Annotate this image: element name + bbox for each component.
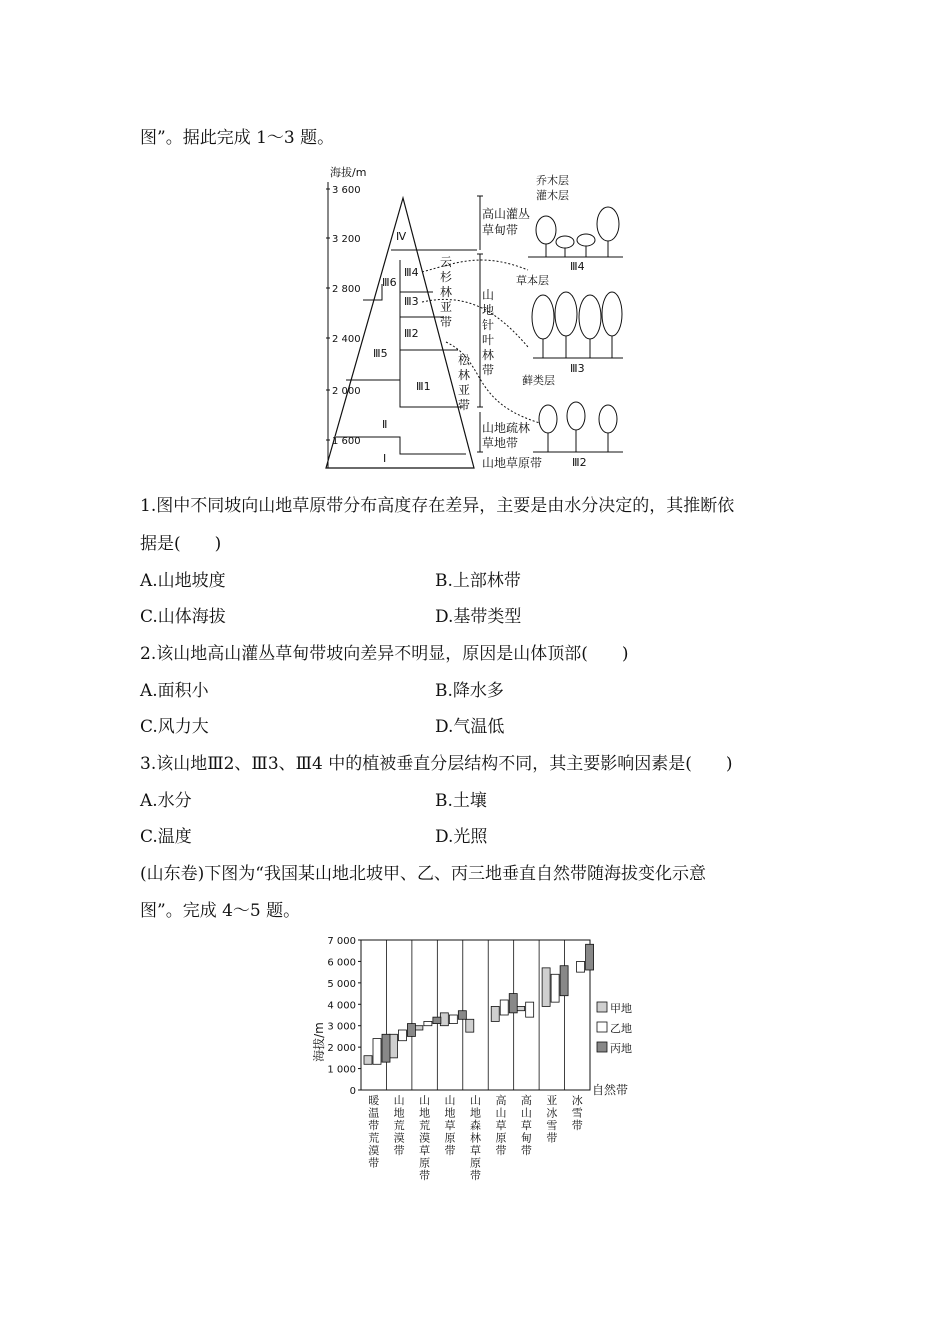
legend-swatch bbox=[597, 1022, 607, 1032]
q2-option-c: C.风力大 bbox=[140, 717, 209, 737]
q2-option-a: A.面积小 bbox=[140, 681, 209, 701]
zone-iii6: Ⅲ6 bbox=[382, 276, 397, 289]
bar-丙地-8 bbox=[586, 944, 594, 970]
category-label: 山地荒漠草原带 bbox=[419, 1094, 431, 1182]
panel-label-iii2: Ⅲ2 bbox=[572, 456, 587, 469]
bar-乙地-3 bbox=[449, 1015, 457, 1024]
category-label: 暖温带荒漠带 bbox=[368, 1094, 380, 1170]
zone-iii1: Ⅲ1 bbox=[416, 380, 431, 393]
question-1-stem-2: 据是( ) bbox=[140, 534, 222, 554]
q3-option-b: B.土壤 bbox=[435, 791, 487, 811]
legend-swatch bbox=[597, 1002, 607, 1012]
belt-conifer-3: 针 bbox=[482, 318, 495, 332]
zone-ii: Ⅱ bbox=[382, 418, 388, 431]
fig1-tick-2400: 2 400 bbox=[332, 334, 361, 345]
legend-swatch bbox=[597, 1042, 607, 1052]
bar-丙地-2 bbox=[433, 1017, 441, 1023]
bar-甲地-6 bbox=[517, 1006, 525, 1010]
tree-panel-iii4 bbox=[528, 207, 623, 257]
y-tick-label: 4 000 bbox=[327, 1000, 356, 1012]
bar-甲地-1 bbox=[389, 1034, 397, 1058]
tree-panel-iii3 bbox=[532, 292, 623, 358]
bar-丙地-3 bbox=[458, 1011, 466, 1020]
question-1-stem-1: 1.图中不同坡向山地草原带分布高度存在差异，主要是由水分决定的，其推断依 bbox=[140, 496, 735, 516]
category-label: 山地草原带 bbox=[444, 1094, 456, 1157]
belt-pine-1: 松 bbox=[458, 353, 471, 367]
figure-mountain-zones bbox=[318, 162, 630, 474]
bar-乙地-0 bbox=[373, 1039, 381, 1065]
intro-text-bottom-1: (山东卷)下图为“我国某山地北坡甲、乙、丙三地垂直自然带随海拔变化示意 bbox=[140, 864, 706, 884]
y-tick-label: 0 bbox=[349, 1086, 356, 1097]
fig1-tick-1600: 1 600 bbox=[332, 436, 361, 447]
bar-丙地-7 bbox=[560, 966, 568, 996]
bar-甲地-7 bbox=[542, 968, 550, 1007]
fig1-tick-3600: 3 600 bbox=[332, 185, 361, 196]
zone-iii2: Ⅲ2 bbox=[404, 327, 419, 340]
zone-iii5: Ⅲ5 bbox=[373, 347, 388, 360]
bar-乙地-1 bbox=[398, 1030, 406, 1041]
panel-label-iii4: Ⅲ4 bbox=[570, 260, 585, 273]
belt-alpine-1: 高山灌丛 bbox=[482, 207, 531, 221]
category-label: 山地森林草原带 bbox=[470, 1094, 481, 1182]
bar-甲地-2 bbox=[415, 1026, 423, 1030]
q1-option-c: C.山体海拔 bbox=[140, 607, 226, 627]
bar-乙地-7 bbox=[551, 974, 559, 1002]
question-3-stem: 3.该山地Ⅲ2、Ⅲ3、Ⅲ4 中的植被垂直分层结构不同，其主要影响因素是( ) bbox=[140, 754, 733, 774]
layer-herb: 草本层 bbox=[516, 274, 549, 287]
belt-sparse-2: 草地带 bbox=[482, 436, 519, 450]
bar-甲地-5 bbox=[491, 1006, 499, 1021]
panel-label-iii3: Ⅲ3 bbox=[570, 362, 585, 375]
chart-frame bbox=[361, 940, 590, 1090]
zone-i: Ⅰ bbox=[383, 452, 387, 465]
belt-pine-2: 林 bbox=[458, 368, 471, 382]
q3-option-a: A.水分 bbox=[140, 791, 192, 811]
figure-vertical-zone-chart bbox=[305, 932, 650, 1187]
bar-丙地-5 bbox=[509, 994, 517, 1013]
q1-option-a: A.山地坡度 bbox=[140, 571, 226, 591]
q2-option-b: B.降水多 bbox=[435, 681, 504, 701]
y-tick-label: 7 000 bbox=[327, 936, 356, 947]
belt-spruce-4: 亚 bbox=[440, 300, 453, 314]
legend-label: 乙地 bbox=[610, 1022, 632, 1035]
bar-乙地-6 bbox=[526, 1002, 534, 1017]
y-tick-label: 5 000 bbox=[327, 978, 356, 990]
chart-ylabel: 海拔/m bbox=[312, 1022, 326, 1062]
category-label: 山地荒漠带 bbox=[393, 1094, 405, 1157]
chart-xlabel: 自然带 bbox=[592, 1083, 629, 1097]
q2-option-d: D.气温低 bbox=[435, 717, 505, 737]
belt-spruce-2: 杉 bbox=[440, 270, 453, 284]
bar-丙地-0 bbox=[382, 1034, 390, 1062]
legend-label: 丙地 bbox=[610, 1042, 632, 1055]
zone-iv: Ⅳ bbox=[396, 230, 407, 243]
q1-option-b: B.上部林带 bbox=[435, 571, 521, 591]
zone-iii3: Ⅲ3 bbox=[404, 295, 419, 308]
belt-pine-4: 带 bbox=[458, 398, 471, 412]
fig1-tick-2000: 2 000 bbox=[332, 386, 361, 397]
belt-conifer-6: 带 bbox=[482, 363, 495, 377]
belt-conifer-1: 山 bbox=[482, 288, 495, 302]
layer-shrub: 灌木层 bbox=[536, 189, 569, 202]
y-tick-label: 3 000 bbox=[327, 1021, 356, 1033]
belt-spruce-3: 林 bbox=[440, 285, 453, 299]
q3-option-c: C.温度 bbox=[140, 827, 192, 847]
bar-甲地-4 bbox=[466, 1019, 474, 1032]
bar-甲地-0 bbox=[364, 1056, 372, 1065]
fig1-tick-2800: 2 800 bbox=[332, 284, 361, 295]
question-2-stem: 2.该山地高山灌丛草甸带坡向差异不明显，原因是山体顶部( ) bbox=[140, 644, 629, 664]
category-label: 高山草甸带 bbox=[520, 1094, 532, 1157]
belt-spruce-5: 带 bbox=[440, 315, 453, 329]
y-tick-label: 1 000 bbox=[327, 1064, 356, 1076]
y-tick-label: 6 000 bbox=[327, 957, 356, 969]
belt-sparse-1: 山地疏林 bbox=[482, 421, 531, 435]
category-label: 亚冰雪带 bbox=[546, 1094, 558, 1145]
category-label: 冰雪带 bbox=[571, 1094, 583, 1132]
bar-乙地-5 bbox=[500, 1000, 508, 1015]
y-tick-label: 2 000 bbox=[327, 1043, 356, 1055]
belt-pine-3: 亚 bbox=[458, 383, 471, 397]
fig1-tick-3200: 3 200 bbox=[332, 234, 361, 245]
legend-label: 甲地 bbox=[610, 1002, 632, 1015]
belt-conifer-4: 叶 bbox=[482, 333, 495, 347]
belt-conifer-5: 林 bbox=[482, 348, 495, 362]
bar-甲地-3 bbox=[440, 1013, 448, 1026]
fig1-y-label: 海拔/m bbox=[330, 166, 367, 179]
q1-option-d: D.基带类型 bbox=[435, 607, 522, 627]
category-label: 高山草原带 bbox=[495, 1094, 507, 1157]
zone-iii4: Ⅲ4 bbox=[404, 266, 419, 279]
belt-conifer-2: 地 bbox=[482, 303, 495, 317]
intro-text-bottom-2: 图”。完成 4～5 题。 bbox=[140, 901, 301, 921]
belt-steppe: 山地草原带 bbox=[482, 456, 543, 470]
tree-panel-iii2 bbox=[533, 402, 623, 452]
layer-tree: 乔木层 bbox=[536, 174, 569, 187]
layer-moss: 藓类层 bbox=[522, 374, 555, 387]
belt-alpine-2: 草甸带 bbox=[482, 223, 519, 237]
bar-乙地-2 bbox=[424, 1021, 432, 1025]
intro-text-top: 图”。据此完成 1～3 题。 bbox=[140, 128, 335, 148]
belt-spruce-1: 云 bbox=[440, 255, 453, 269]
bar-乙地-8 bbox=[577, 961, 585, 972]
q3-option-d: D.光照 bbox=[435, 827, 488, 847]
bar-丙地-1 bbox=[407, 1024, 415, 1037]
